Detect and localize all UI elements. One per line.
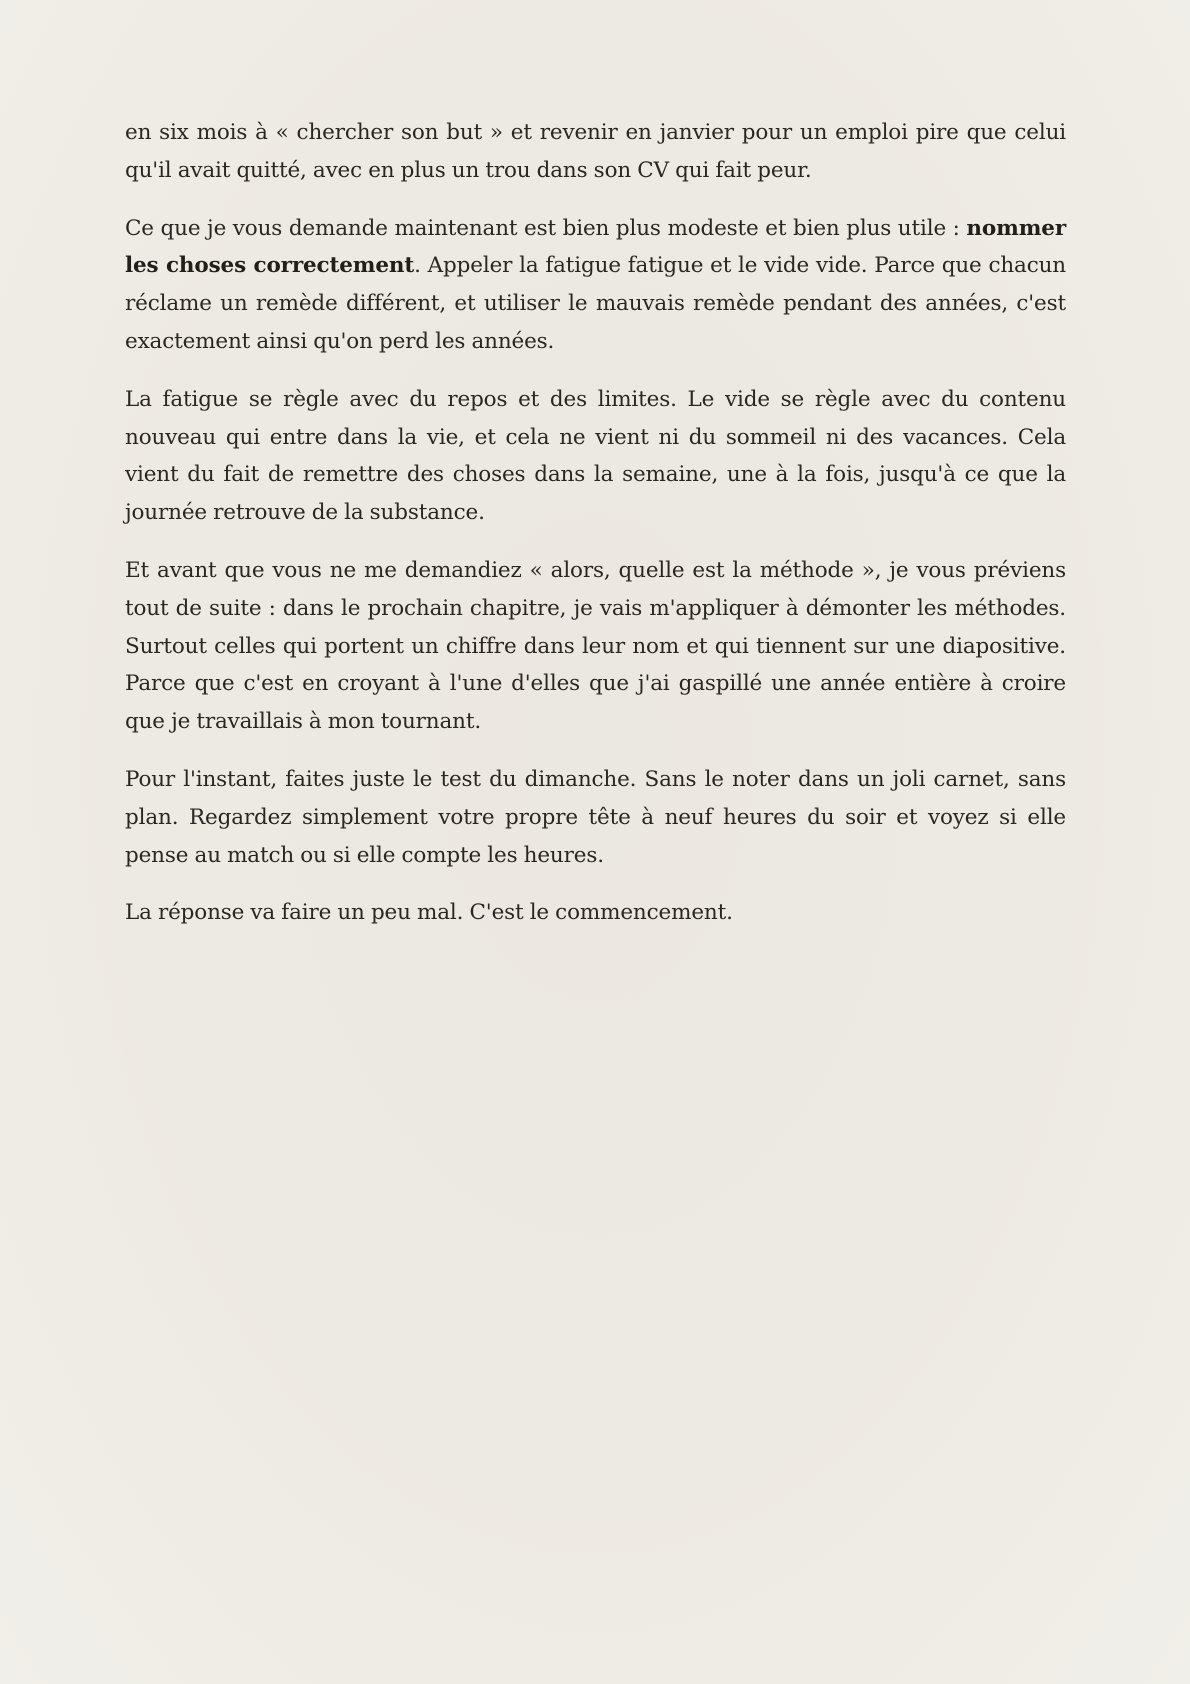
bold-phrase: nommer les choses correctement: [125, 215, 1066, 279]
paragraph: Et avant que vous ne me demandiez « alors, quelle est la méthode », je vous préviens tout de suite : dans le prochain chapitre, je vais m'appliquer à démonter les méthodes. Surtout celles qui portent un chiffre dans leur nom et qui tiennent sur une diapositive. Parce que c'est en croyant à l'une d'elles que j'ai gaspillé une année entière à croire que je travaillais à mon tournant.: [125, 557, 1066, 735]
paragraph-text: . Appeler la fatigue fatigue et le vide vide. Parce que chacun réclame un remède différent, et utiliser le mauvais remède pendant des années, c'est exactement ainsi qu'on perd les années.: [125, 253, 1066, 354]
paragraph-text: Ce que je vous demande maintenant est bien plus modeste et bien plus utile :: [125, 215, 967, 241]
paragraph: en six mois à « chercher son but » et revenir en janvier pour un emploi pire que celui qu'il avait quitté, avec en plus un trou dans son CV qui fait peur.: [125, 120, 1066, 183]
paragraph: La réponse va faire un peu mal. C'est le commencement.: [125, 900, 733, 926]
paragraph: [125, 210, 1066, 361]
paragraph: La fatigue se règle avec du repos et des limites. Le vide se règle avec du contenu nouveau qui entre dans la vie, et cela ne vient ni du sommeil ni des vacances. Cela vient du fait de remettre des choses dans la semaine, une à la fois, jusqu'à ce que la journée retrouve de la substance.: [125, 386, 1066, 526]
paragraph: Pour l'instant, faites juste le test du dimanche. Sans le noter dans un joli carnet, sans plan. Regardez simplement votre propre tête à neuf heures du soir et voyez si elle pense au match ou si elle compte les heures.: [125, 766, 1066, 868]
body-text: [125, 114, 1066, 932]
